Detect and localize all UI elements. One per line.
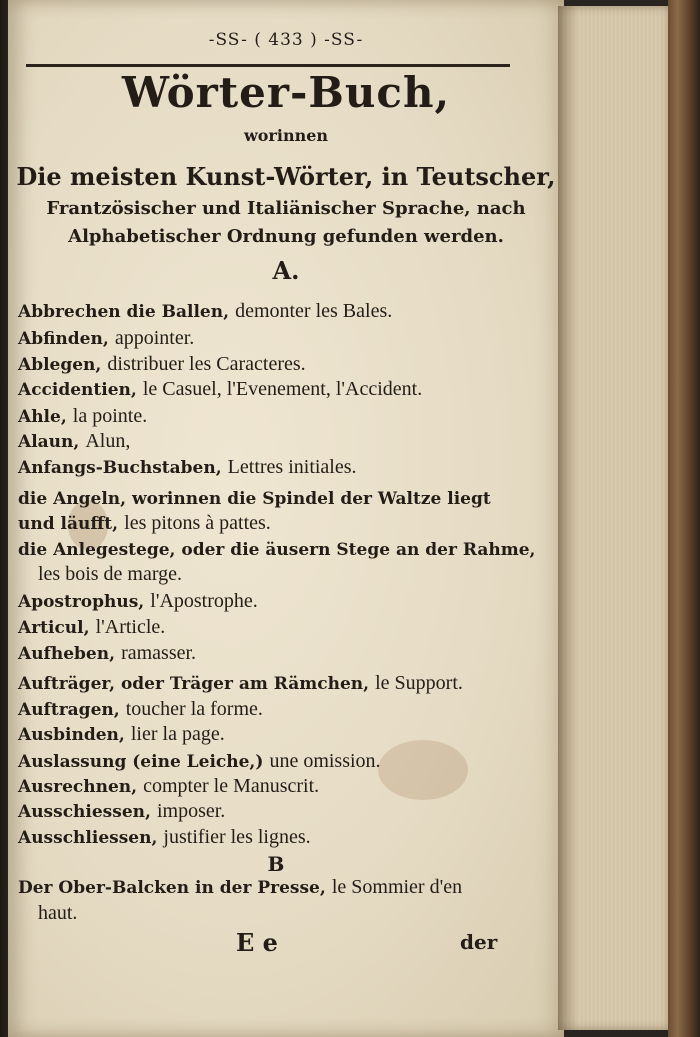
dictionary-entry bbox=[18, 616, 165, 639]
dictionary-entry bbox=[18, 775, 319, 798]
dictionary-entry bbox=[18, 300, 392, 323]
page-header: -SS- ( 433 ) -SS- bbox=[208, 30, 364, 50]
french-term: le Sommier d'en bbox=[331, 876, 463, 898]
german-term: Ablegen, bbox=[18, 355, 102, 375]
french-term: toucher la forme. bbox=[125, 698, 263, 720]
german-term: Ausschiessen, bbox=[18, 802, 151, 822]
french-term: une omission. bbox=[269, 750, 381, 772]
german-term: Alaun, bbox=[18, 432, 80, 452]
german-term: Auslassung (eine Leiche,) bbox=[18, 752, 264, 772]
german-term: Ahle, bbox=[18, 407, 67, 427]
dictionary-entry bbox=[18, 590, 258, 613]
header-rule bbox=[26, 64, 510, 67]
french-term: les pitons à pattes. bbox=[124, 512, 271, 534]
dictionary-entry bbox=[18, 723, 225, 746]
dictionary-entry bbox=[18, 750, 381, 773]
subtitle-line-2: Die meisten Kunst-Wörter, in Teutscher, bbox=[16, 162, 556, 191]
german-term: Articul, bbox=[18, 618, 90, 638]
french-term: l'Article. bbox=[95, 616, 166, 638]
german-term: die Anlegestege, oder die äusern Stege an der Rahme, bbox=[18, 540, 536, 560]
french-term: lier la page. bbox=[130, 723, 225, 745]
dictionary-entry bbox=[18, 538, 535, 560]
dictionary-entry bbox=[18, 456, 357, 479]
german-term: Accidentien, bbox=[18, 380, 137, 400]
dictionary-entry bbox=[18, 826, 311, 849]
dictionary-entry bbox=[18, 642, 196, 665]
german-term: die Angeln, worinnen die Spindel der Waltze liegt bbox=[18, 489, 491, 509]
book-cover bbox=[668, 0, 700, 1037]
german-term: Auftragen, bbox=[18, 700, 120, 720]
french-term: l'Apostrophe. bbox=[150, 590, 258, 612]
german-term: Ausbinden, bbox=[18, 725, 125, 745]
subtitle-line-1: worinnen bbox=[243, 126, 329, 145]
dictionary-entry bbox=[18, 672, 463, 695]
french-term: ramasser. bbox=[121, 642, 197, 664]
dictionary-entry bbox=[18, 378, 422, 401]
dictionary-entry bbox=[18, 405, 147, 428]
french-term: demonter les Bales. bbox=[235, 300, 393, 322]
page-title: Wörter-Buch, bbox=[121, 68, 451, 117]
french-term: les bois de marge. bbox=[38, 563, 183, 585]
german-term: Anfangs-Buchstaben, bbox=[18, 458, 222, 478]
dictionary-entry bbox=[18, 876, 462, 899]
french-term: imposer. bbox=[156, 800, 226, 822]
german-term: Ausschliessen, bbox=[18, 828, 158, 848]
german-term: Abbrechen die Ballen, bbox=[18, 302, 230, 322]
french-term: Alun, bbox=[85, 430, 131, 452]
gutter-shadow bbox=[558, 6, 578, 1030]
dictionary-entry bbox=[38, 563, 182, 586]
subtitle-line-4: Alphabetischer Ordnung gefunden werden. bbox=[68, 226, 504, 247]
dictionary-entry bbox=[38, 902, 77, 925]
french-term: haut. bbox=[38, 902, 78, 924]
section-heading-b: B bbox=[267, 852, 285, 876]
french-term: la pointe. bbox=[72, 405, 148, 427]
german-term: Der Ober-Balcken in der Presse, bbox=[18, 878, 326, 898]
subtitle-line-3: Frantzösischer und Italiänischer Sprache, nach bbox=[46, 198, 526, 219]
dictionary-entry bbox=[18, 698, 263, 721]
french-term: Lettres initiales. bbox=[227, 456, 357, 478]
german-term: Aufträger, oder Träger am Rämchen, bbox=[18, 674, 370, 694]
catchword-signature: E e bbox=[236, 928, 278, 957]
dictionary-entry bbox=[18, 430, 130, 453]
dictionary-entry bbox=[18, 487, 491, 509]
german-term: Ausrechnen, bbox=[18, 777, 138, 797]
dictionary-entry bbox=[18, 512, 271, 535]
book-page bbox=[8, 0, 564, 1037]
german-term: Apostrophus, bbox=[18, 592, 145, 612]
german-term: und läufft, bbox=[18, 514, 119, 534]
section-heading-a: A. bbox=[272, 256, 300, 285]
dictionary-entry bbox=[18, 327, 194, 350]
french-term: compter le Manuscrit. bbox=[143, 775, 320, 797]
french-term: distribuer les Caracteres. bbox=[107, 353, 306, 375]
page-stain bbox=[378, 740, 468, 800]
catchword: der bbox=[460, 930, 498, 954]
french-term: justifier les lignes. bbox=[163, 826, 311, 848]
dictionary-entry bbox=[18, 353, 306, 376]
french-term: le Support. bbox=[375, 672, 463, 694]
french-term: appointer. bbox=[114, 327, 195, 349]
dictionary-entry bbox=[18, 800, 225, 823]
german-term: Aufheben, bbox=[18, 644, 116, 664]
german-term: Abfinden, bbox=[18, 329, 109, 349]
french-term: le Casuel, l'Evenement, l'Accident. bbox=[142, 378, 423, 400]
